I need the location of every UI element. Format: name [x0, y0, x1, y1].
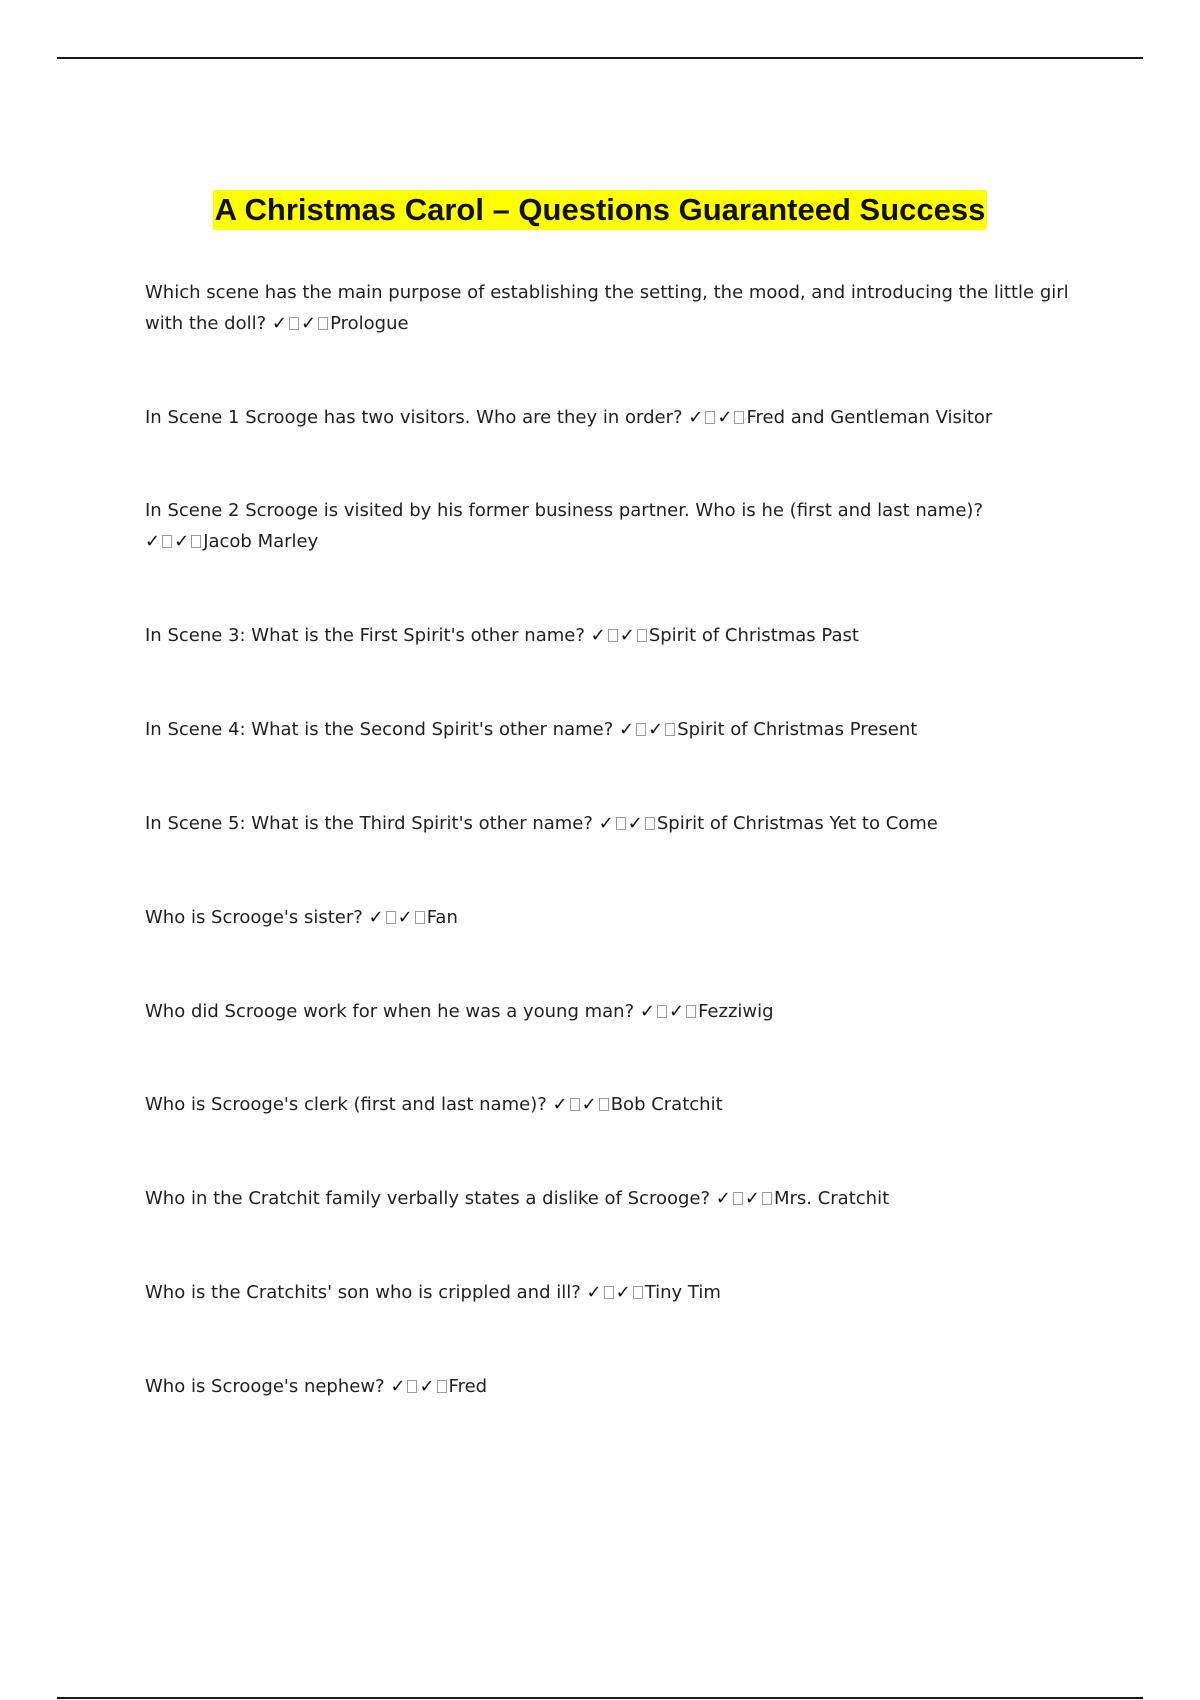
answer-text: Fan: [426, 907, 458, 928]
qa-item: [145, 1089, 1075, 1120]
qa-item: [145, 1183, 1075, 1214]
box-icon: [570, 1098, 580, 1111]
question-text: In Scene 2 Scrooge is visited by his former business partner. Who is he (first and last name)?: [145, 500, 983, 521]
box-icon: [633, 1286, 643, 1299]
check-icon: ✓: [390, 1376, 406, 1397]
check-icon: ✓: [688, 407, 704, 428]
check-icon: ✓: [715, 1188, 731, 1209]
qa-item: [145, 402, 1075, 433]
box-icon: [616, 817, 626, 830]
check-icon: ✓: [174, 531, 190, 552]
question-text: Who is Scrooge's nephew?: [145, 1376, 385, 1397]
box-icon: [386, 911, 396, 924]
answer-text: Spirit of Christmas Present: [677, 719, 918, 740]
check-icon: ✓: [627, 813, 643, 834]
question-text: In Scene 4: What is the Second Spirit's other name?: [145, 719, 614, 740]
check-icon: ✓: [598, 813, 614, 834]
answer-text: Jacob Marley: [203, 531, 319, 552]
question-text: Who in the Cratchit family verbally states a dislike of Scrooge?: [145, 1188, 711, 1209]
answer-text: Tiny Tim: [644, 1282, 721, 1303]
box-icon: [162, 535, 172, 548]
question-text: Who is the Cratchits' son who is crippled and ill?: [145, 1282, 581, 1303]
answer-text: Prologue: [330, 313, 409, 334]
qa-item: [145, 808, 1075, 839]
qa-item: [145, 620, 1075, 651]
title-container: [0, 190, 1200, 230]
box-icon: [608, 629, 618, 642]
check-icon: ✓: [419, 1376, 435, 1397]
box-icon: [604, 1286, 614, 1299]
answer-text: Fred: [448, 1376, 488, 1397]
box-icon: [645, 817, 655, 830]
box-icon: [407, 1380, 417, 1393]
answer-text: Fred and Gentleman Visitor: [746, 407, 993, 428]
question-text: Who is Scrooge's clerk (first and last name)?: [145, 1094, 547, 1115]
box-icon: [734, 411, 744, 424]
box-icon: [437, 1380, 447, 1393]
check-icon: ✓: [145, 531, 161, 552]
check-icon: ✓: [668, 1001, 685, 1022]
box-icon: [657, 1005, 667, 1018]
footer-rule: [57, 1697, 1143, 1699]
answer-text: Spirit of Christmas Past: [648, 625, 859, 646]
check-icon: ✓: [581, 1094, 597, 1115]
box-icon: [686, 1005, 696, 1018]
qa-item: [145, 1277, 1075, 1308]
check-icon: ✓: [301, 313, 317, 334]
check-icon: ✓: [397, 907, 413, 928]
box-icon: [599, 1098, 609, 1111]
check-icon: ✓: [619, 719, 635, 740]
qa-item: [145, 902, 1075, 933]
check-icon: ✓: [590, 625, 606, 646]
box-icon: [289, 317, 299, 330]
box-icon: [637, 629, 647, 642]
answer-text: Fezziwig: [698, 1001, 774, 1022]
box-icon: [415, 911, 425, 924]
header-rule: [57, 57, 1143, 59]
check-icon: ✓: [368, 907, 384, 928]
qa-item: [145, 996, 1075, 1027]
box-icon: [733, 1192, 743, 1205]
question-text: In Scene 3: What is the First Spirit's other name?: [145, 625, 585, 646]
box-icon: [762, 1192, 772, 1205]
check-icon: ✓: [648, 719, 664, 740]
check-icon: ✓: [639, 1001, 655, 1022]
check-icon: ✓: [615, 1282, 631, 1303]
box-icon: [191, 535, 201, 548]
check-icon: ✓: [586, 1282, 602, 1303]
question-text: In Scene 5: What is the Third Spirit's other name?: [145, 813, 593, 834]
check-icon: ✓: [619, 625, 635, 646]
question-text: Who is Scrooge's sister?: [145, 907, 363, 928]
box-icon: [665, 723, 675, 736]
check-icon: ✓: [717, 407, 733, 428]
answer-text: Mrs. Cratchit: [773, 1188, 890, 1209]
box-icon: [318, 317, 328, 330]
question-text: In Scene 1 Scrooge has two visitors. Who are they in order?: [145, 407, 683, 428]
document-title: A Christmas Carol – Questions Guaranteed Success: [213, 190, 988, 230]
question-text: Who did Scrooge work for when he was a young man?: [145, 1001, 635, 1022]
check-icon: ✓: [271, 313, 287, 334]
qa-item: [145, 714, 1075, 745]
qa-item: [145, 495, 1075, 557]
qa-item: [145, 277, 1075, 339]
check-icon: ✓: [552, 1094, 568, 1115]
box-icon: [636, 723, 646, 736]
answer-text: Spirit of Christmas Yet to Come: [656, 813, 938, 834]
check-icon: ✓: [744, 1188, 760, 1209]
qa-item: [145, 1371, 1075, 1402]
box-icon: [705, 411, 715, 424]
answer-text: Bob Cratchit: [610, 1094, 723, 1115]
question-text: Which scene has the main purpose of establishing the setting, the mood, and introducing the little girl with the doll?: [145, 282, 1069, 334]
